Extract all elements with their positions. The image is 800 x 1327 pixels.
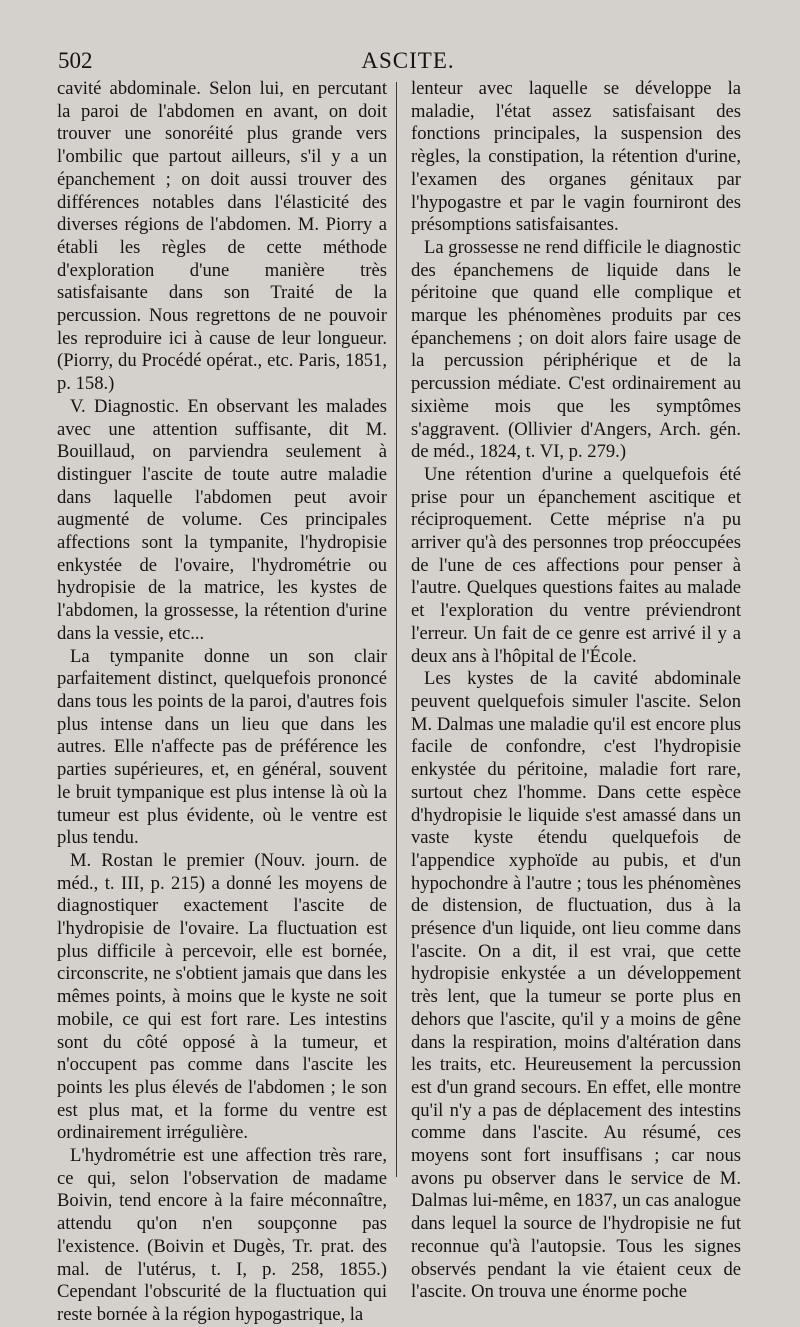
paragraph: Les kystes de la cavité abdominale peuvent quelquefois simuler l'ascite. Selon M. Dalmas une maladie qu'il est encore plus facile de confondre, c'est l'hydropisie enkystée du péritoine, maladie fort rare, surtout chez l'homme. Dans cette espèce d'hydropisie le liquide s'est amassé dans un vaste kyste étendu quelquefois de l'appendice xyphoïde au pubis, et d'un hypochondre à l'autre ; tous les phénomènes de distension, de fluctuation, dus à la présence d'un liquide, ont lieu comme dans l'ascite. On a dit, il est vrai, que cette hydropisie enkystée a un développement très lent, que la tumeur se porte plus en dehors que l'ascite, qu'il y a moins de gêne dans la respiration, moins d'altération dans les traits, etc. Heureusement la percussion est d'un grand secours. En effet, elle montre qu'il n'y a pas de déplacement des intestins comme dans l'ascite. Au résumé, ces moyens sont fort insuffisans ; car nous avons pu observer dans le service de M. Dalmas lui-même, en 1837, un cas analogue dans lequel la source de l'hydropisie ne fut reconnue qu'à l'autopsie. Tous les signes observés pendant la vie étaient ceux de l'ascite. On trouva une énorme poche [411,668,741,1303]
column-divider [396,82,397,1177]
running-title: ASCITE. [361,48,455,73]
right-column [411,78,741,1304]
page-number: 502 [58,48,93,73]
paragraph: lenteur avec laquelle se développe la maladie, l'état assez satisfaisant des fonctions principales, la suspension des règles, la constipation, la rétention d'urine, l'examen des organes génitaux par l'hypogastre et par le vagin fourniront des présomptions satisfaisantes. [411,78,741,236]
paragraph: La tympanite donne un son clair parfaitement distinct, quelquefois prononcé dans tous les points de la paroi, d'autres fois plus intense dans un lieu que dans les autres. Elle n'affecte pas de préférence les parties supérieures, et, en général, souvent le bruit tympanique est plus intense là où la tumeur est plus évidente, où le ventre est plus tendu. [57,645,387,849]
left-column [57,78,387,1327]
paragraph: L'hydrométrie est une affection très rare, ce qui, selon l'observation de madame Boivin, tend encore à la faire méconnaître, attendu qu'on n'en soupçonne pas l'existence. (Boivin et Dugès, Tr. prat. des mal. de l'utérus, t. I, p. 258, 1855.) Cependant l'obscurité de la fluctuation qui reste bornée à la région hypogastrique, la [57,1145,387,1325]
paragraph: V. Diagnostic. En observant les malades avec une attention suffisante, dit M. Bouillaud, on parviendra seulement à distinguer l'ascite de toute autre maladie dans laquelle l'abdomen peut avoir augmenté de volume. Ces principales affections sont la tympanite, l'hydropisie enkystée de l'ovaire, l'hydrométrie ou hydropisie de la matrice, les kystes de l'abdomen, la grossesse, la rétention d'urine dans la vessie, etc... [57,395,387,644]
page-header [58,44,758,78]
paragraph: cavité abdominale. Selon lui, en percutant la paroi de l'abdomen en avant, on doit trouver une sonoréité plus grande vers l'ombilic que partout ailleurs, s'il y a un épanchement ; on doit aussi trouver des différences notables dans l'élasticité des diverses régions de l'abdomen. M. Piorry a établi les règles de cette méthode d'exploration d'une manière très satisfaisante dans son Traité de la percussion. Nous regrettons de ne pouvoir les reproduire ici à cause de leur longueur. (Piorry, du Procédé opérat., etc. Paris, 1851, p. 158.) [57,78,387,395]
paragraph: La grossesse ne rend difficile le diagnostic des épanchemens de liquide dans le péritoine que quand elle complique et marque les phénomènes produits par ces épanchemens ; on doit alors faire usage de la percussion périphérique et de la percussion médiate. C'est ordinairement au sixième mois que les symptômes s'aggravent. (Ollivier d'Angers, Arch. gén. de méd., 1824, t. VI, p. 279.) [411,236,741,463]
paragraph: M. Rostan le premier (Nouv. journ. de méd., t. III, p. 215) a donné les moyens de diagnostiquer exactement l'ascite de l'hydropisie de l'ovaire. La fluctuation est plus difficile à percevoir, elle est bornée, circonscrite, ne s'obtient jamais que dans les mêmes points, à moins que le kyste ne soit mobile, ce qui est fort rare. Les intestins sont du côté opposé à la tumeur, et n'occupent pas comme dans l'ascite les points les plus élevés de l'abdomen ; le son est plus mat, et la forme du ventre est ordinairement irrégulière. [57,849,387,1144]
paragraph: Une rétention d'urine a quelquefois été prise pour un épanchement ascitique et réciproquement. Cette méprise n'a pu arriver qu'à des personnes trop préoccupées de l'une de ces affections pour penser à l'autre. Quelques questions faites au malade et l'exploration du ventre préviendront l'erreur. Un fait de ce genre est arrivé il y a deux ans à l'hôpital de l'École. [411,463,741,667]
